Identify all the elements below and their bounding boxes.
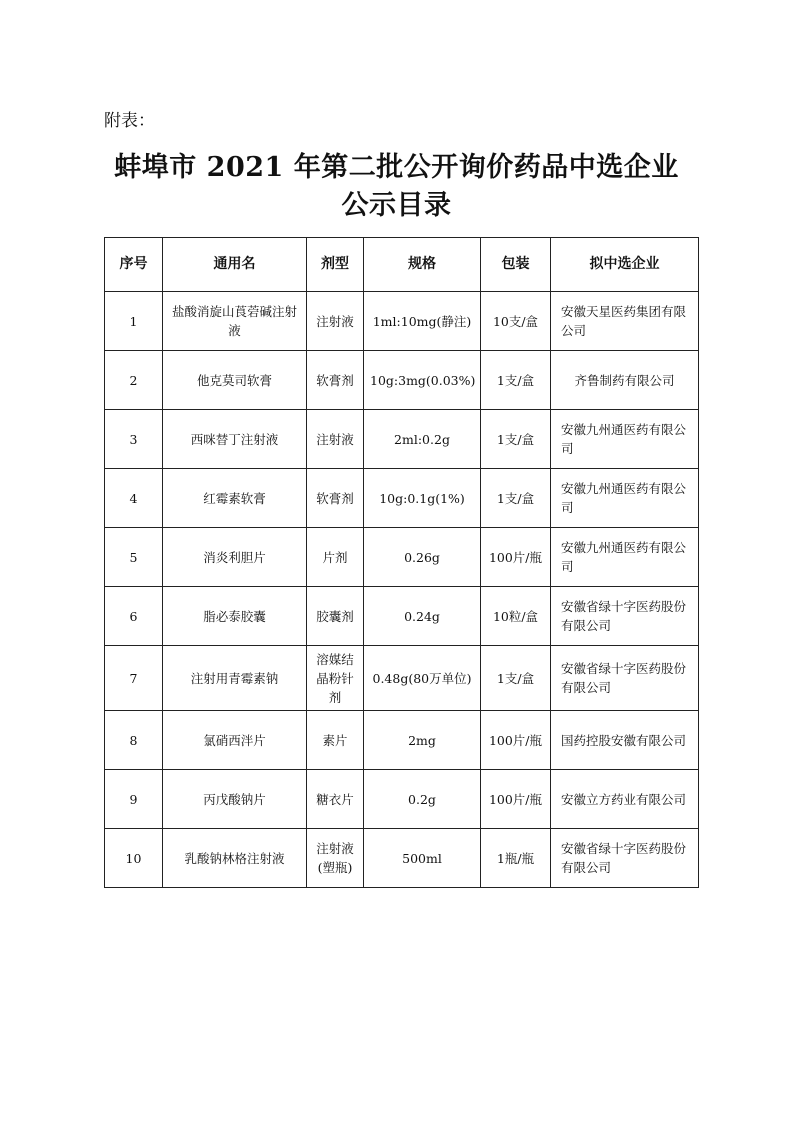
cell-specification: 2ml:0.2g [364,410,481,469]
cell-packaging: 1支/盒 [481,469,551,528]
cell-dosage-form: 素片 [307,711,364,770]
cell-no: 1 [105,292,163,351]
cell-packaging: 100片/瓶 [481,711,551,770]
cell-no: 3 [105,410,163,469]
cell-packaging: 10支/盒 [481,292,551,351]
attachment-label: 附表： [104,111,155,131]
cell-generic-name: 消炎利胆片 [163,528,307,587]
cell-company: 安徽省绿十字医药股份有限公司 [551,646,699,711]
cell-dosage-form: 软膏剂 [307,469,364,528]
header-no: 序号 [105,238,163,292]
cell-packaging: 100片/瓶 [481,528,551,587]
document-subtitle: 公示目录 [341,190,452,221]
cell-generic-name: 丙戊酸钠片 [163,770,307,829]
table-row [105,770,699,829]
cell-specification: 0.48g(80万单位) [364,646,481,711]
cell-packaging: 1瓶/瓶 [481,829,551,888]
cell-generic-name: 注射用青霉素钠 [163,646,307,711]
cell-specification: 1ml:10mg(静注) [364,292,481,351]
cell-no: 6 [105,587,163,646]
table-row [105,829,699,888]
header-dosage-form: 剂型 [307,238,364,292]
table-row [105,351,699,410]
cell-packaging: 1支/盒 [481,646,551,711]
cell-company: 齐鲁制药有限公司 [551,351,699,410]
cell-generic-name: 乳酸钠林格注射液 [163,829,307,888]
table-row [105,469,699,528]
header-packaging: 包装 [481,238,551,292]
cell-no: 7 [105,646,163,711]
cell-no: 5 [105,528,163,587]
cell-generic-name: 他克莫司软膏 [163,351,307,410]
cell-specification: 10g:3mg(0.03%) [364,351,481,410]
drug-table [104,237,699,888]
cell-dosage-form: 注射液 [307,410,364,469]
table-row [105,711,699,770]
cell-packaging: 10粒/盒 [481,587,551,646]
cell-specification: 500ml [364,829,481,888]
cell-generic-name: 氯硝西泮片 [163,711,307,770]
cell-company: 国药控股安徽有限公司 [551,711,699,770]
cell-specification: 2mg [364,711,481,770]
table-row [105,646,699,711]
cell-generic-name: 红霉素软膏 [163,469,307,528]
cell-dosage-form: 糖衣片 [307,770,364,829]
cell-specification: 10g:0.1g(1%) [364,469,481,528]
cell-dosage-form: 片剂 [307,528,364,587]
table-row [105,587,699,646]
cell-dosage-form: 胶囊剂 [307,587,364,646]
table-row [105,528,699,587]
table-row [105,410,699,469]
cell-company: 安徽九州通医药有限公司 [551,469,699,528]
cell-dosage-form: 软膏剂 [307,351,364,410]
cell-packaging: 100片/瓶 [481,770,551,829]
header-specification: 规格 [364,238,481,292]
table-header-row [105,238,699,292]
cell-dosage-form: 注射液 [307,292,364,351]
cell-specification: 0.2g [364,770,481,829]
document-title: 蚌埠市 2021 年第二批公开询价药品中选企业 [114,152,679,183]
cell-company: 安徽天星医药集团有限公司 [551,292,699,351]
cell-no: 9 [105,770,163,829]
cell-no: 10 [105,829,163,888]
cell-no: 2 [105,351,163,410]
cell-company: 安徽省绿十字医药股份有限公司 [551,587,699,646]
cell-no: 8 [105,711,163,770]
cell-company: 安徽九州通医药有限公司 [551,528,699,587]
cell-packaging: 1支/盒 [481,410,551,469]
cell-company: 安徽立方药业有限公司 [551,770,699,829]
cell-generic-name: 西咪替丁注射液 [163,410,307,469]
cell-company: 安徽省绿十字医药股份有限公司 [551,829,699,888]
table-row [105,292,699,351]
cell-dosage-form: 溶媒结晶粉针剂 [307,646,364,711]
cell-specification: 0.26g [364,528,481,587]
cell-specification: 0.24g [364,587,481,646]
cell-no: 4 [105,469,163,528]
cell-generic-name: 脂必泰胶囊 [163,587,307,646]
cell-company: 安徽九州通医药有限公司 [551,410,699,469]
cell-generic-name: 盐酸消旋山莨菪碱注射液 [163,292,307,351]
cell-dosage-form: 注射液(塑瓶) [307,829,364,888]
header-company: 拟中选企业 [551,238,699,292]
cell-packaging: 1支/盒 [481,351,551,410]
header-generic-name: 通用名 [163,238,307,292]
